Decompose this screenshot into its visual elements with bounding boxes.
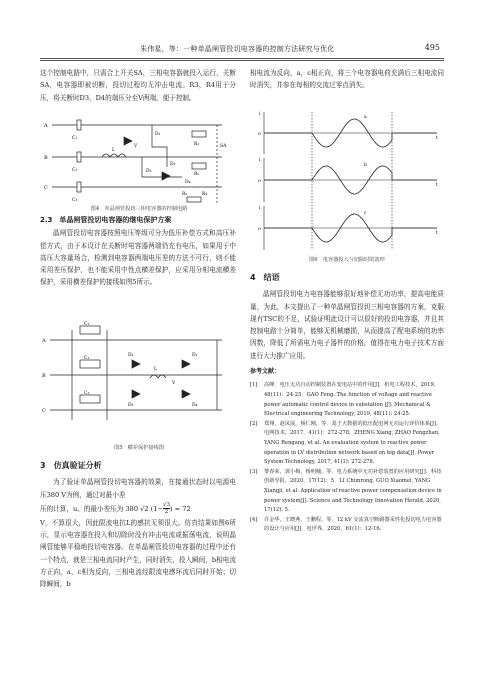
reference-number: [4] [250, 516, 258, 523]
fig4-label-V: V [134, 144, 138, 149]
fig5-label-D2: D₂ [192, 353, 198, 358]
fig4-label-C: C [44, 185, 48, 191]
figure-4-caption: 图4 单晶闸管投切三相电容器的控制电路 [90, 206, 188, 212]
figure-4-circuit [42, 117, 238, 209]
fig5-label-D3: D₃ [128, 403, 134, 408]
fig5-label-C3: C₃ [84, 391, 90, 396]
right-top-paragraph: 相电流为反向，a，c相正向，将三个电容器电荷充满后三相电流同时消失，并参在每相的交流过零点消失。 [250, 69, 444, 90]
formula-prefix: 压的计算，u。的最小差压为 380 √2 (1− [40, 504, 163, 513]
reference-number: [3] [250, 468, 258, 475]
figure-5-circuit [42, 320, 238, 432]
fig6-t-1: t [436, 136, 438, 141]
references-list [250, 381, 444, 535]
page-number: 495 [424, 43, 440, 52]
section-2-3-title: 2.3 单晶闸管投切电容器的继电保护方案 [40, 216, 172, 224]
fig4-label-R1: R₁ [194, 142, 200, 147]
left-intro-block [40, 67, 236, 104]
fig6-axis-i-1: i [259, 112, 261, 117]
header-rule [40, 58, 444, 61]
fig4-label-D2: D₂ [170, 162, 176, 167]
fig6-origin-2: o [258, 179, 261, 184]
figure-6-caption: 图6 电容器投入与切除时的波形 [309, 257, 385, 263]
figure-5-caption: 图5 横差保护接线图 [114, 445, 164, 451]
formula-suffix: ) = 72 [169, 504, 191, 513]
figure-6-waveforms [252, 110, 442, 252]
fig6-t-3: t [436, 231, 438, 236]
section-4 [250, 268, 444, 535]
section-4-text: 晶闸管投切电力电容器能够很好地补偿无功功率，提高电能质量，为此，本文提出了一种单晶闸管投切三相电容器的方案，克服现有TSC的不足，试验证明此设计可以很好的投切电容器，并且其控制电路十分简单，能够无机械磨损，从而提高了配电系统的功率因数，降低了所需电力电子器件的价格，值得在电力电子技术方面进行大力推广应用。 [250, 290, 444, 360]
fig4-label-C3: C₃ [72, 198, 78, 203]
reference-item [250, 516, 444, 535]
fig5-label-C2: C₂ [84, 356, 90, 361]
references-title: 参考文献： [250, 368, 281, 376]
fig6-t-2: t [436, 183, 438, 188]
fig6-origin-3: o [258, 227, 261, 232]
fig6-label-c: c [364, 211, 367, 216]
reference-item [250, 381, 444, 419]
section-3-text-2: V，不算很大，因此限流电抗L的感抗无须很大。仿真结果如图6所示，显示电容器在投入和切除时没有冲击电流或振荡电流，说明晶闸管能够平稳地投切电容器。在单晶闸管投切电容器的过程中还有一个特点，就是三相电流同时产生，同时消失，投入瞬间，b相电流方正向，a，c相为反向，三相电流经限流电感环流后同时开始；切除瞬间，b [40, 518, 236, 589]
header-title: 朱伟星，等：一种单晶闸管投切电容器的控制方法研究与优化 [140, 45, 335, 53]
fig4-label-R4: R₄ [202, 192, 208, 197]
section-3-text-1: 为了验证单晶闸管投切电容器的效果，在接通状态时以电源电压380 V为例，通过对最小差 [40, 478, 236, 499]
section-3-title: 3 仿真验证分析 [40, 461, 102, 470]
reference-item [250, 468, 444, 516]
fig6-axis-i-2: i [259, 158, 261, 163]
reference-number: [1] [250, 382, 258, 389]
fig6-origin-1: o [258, 132, 261, 137]
section-2-3-text: 晶闸管投切电容器按照电压等级可分为低压补偿方式和高压补偿方式，由于本设计在关断时电容器两端仍充有电压，如果用于中高压大容量场合，检测到电容器两端电压差的方法不可行，则不能采用差压保护，也不能采用中性点横差保护，应采用分相电流横差保护，采用横差保护的接线如图5所示。 [40, 229, 236, 287]
section-3-formula [40, 501, 236, 517]
section-3 [40, 456, 236, 591]
reference-number: [2] [250, 420, 258, 427]
fig6-label-b: b [364, 163, 367, 168]
formula-denominator: 2 [164, 509, 169, 516]
formula-numerator: √3 [162, 502, 170, 509]
fig4-label-SA: SA [220, 144, 227, 149]
section-4-title: 4 结语 [250, 273, 280, 282]
fig4-label-R2: R₂ [194, 172, 200, 177]
fig4-label-L: L [112, 148, 115, 153]
reference-text: 黎春荣，郭小梅，杨明楠，等．电力系统中无功补偿装置的应用研究[J]．科技创新导报，2020，17(12)：5．LI Chunrong, GUO Xiaomei, YANG Xiangji, et al. Application of reactive power compensation device in power system[J]. Science and Technology Innovation Herald, 2020, 17(12): 5. [264, 468, 442, 514]
reference-text: 许金华，王晓燕，王鹏程，等．12 kV 交流真空断路器采性化投切电力电容器的设计与应用[J]．电世界，2020，61(1)：12-16. [264, 516, 442, 533]
fig5-label-D4: D₄ [192, 403, 198, 408]
fig6-axis-i-3: i [259, 206, 261, 211]
fig5-label-D1: D₁ [128, 353, 134, 358]
fig4-label-R3: R₃ [182, 192, 188, 197]
fig4-label-B: B [44, 155, 48, 161]
fig4-label-D3: D₃ [146, 169, 152, 174]
fig4-label-C2: C₂ [72, 168, 78, 173]
fig6-label-a: a [364, 115, 367, 120]
formula-fraction [163, 502, 170, 515]
reference-text: 郑翔，赵凤展，杨仁刚，等．基于大数据的低压配电网无功运行评价体系[J]．电网技术，2017，41(1)：272-278．ZHENG Xiang, ZHAO Fengzhan, YANG Rengang, et al. An evaluation system to reactive power operation in LV distribution network based on big data[J]. Power System Technology, 2017, 41(1): 272-278. [264, 420, 442, 466]
right-top-block [250, 67, 444, 92]
intro-paragraph: 这个控制电路中，只需合上开关SA，三相电容器就投入运行，关断SA，电容器即被切断，投切过程均无冲击电流。R3，R4用于分压，将关断时D3，D4的端压分至V两端，便于控制。 [40, 69, 236, 102]
fig5-label-C: C [42, 408, 46, 414]
reference-text: 高峰．电压无功自动控制装置在变电站中的作用[J]．机电工程技术，2019，48(11)：24-25．GAO Feng. The function of voltage and reactive power automatic control device in substation [J]. Mechanical & Electrical engineering Technology, 2019, 48(11): 24-25. [264, 382, 439, 418]
fig4-label-A: A [44, 123, 48, 129]
reference-item [250, 420, 444, 468]
fig5-label-A: A [42, 338, 46, 344]
fig4-label-D1: D₁ [155, 132, 161, 137]
fig4-label-D4: D₄ [185, 180, 191, 185]
fig5-label-C1: C₁ [84, 322, 90, 327]
fig5-label-V: V [172, 381, 176, 386]
section-2-3 [40, 212, 236, 289]
fig4-label-C1: C₁ [72, 136, 78, 141]
fig5-label-B: B [42, 373, 46, 379]
fig5-label-L: L [154, 367, 157, 372]
